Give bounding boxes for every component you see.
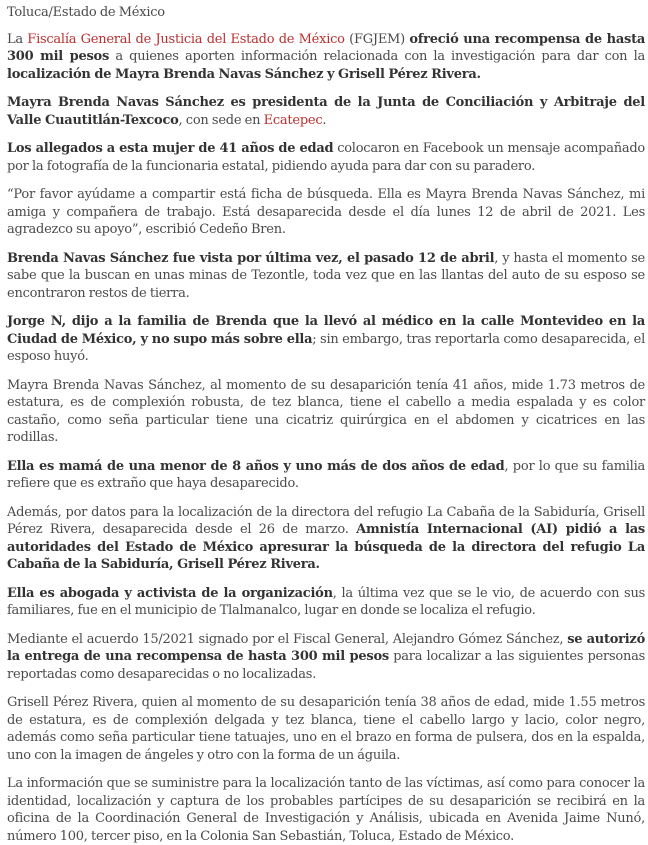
ecatepec-link[interactable]: Ecatepec	[263, 112, 323, 128]
paragraph-2	[7, 94, 645, 129]
bold-text: Brenda Navas Sánchez fue vista por última vez, el pasado 12 de abril	[7, 250, 495, 266]
paragraph-9	[7, 504, 645, 574]
text-span: , y hasta el momento se sabe que la buscan en unas minas de Tezontle, toda vez que en las llantas del auto de su esposo se encontraron restos de tierra.	[7, 250, 645, 301]
text-span: Además, por datos para la localización de la directora del refugio La Cabaña de la Sabiduría, Grisell Pérez Rivera, desaparecida desde el 26 de marzo.	[7, 504, 645, 537]
bold-text: se autorizó la entrega de una recompensa de hasta 300 mil pesos	[7, 631, 645, 664]
text-span: para localizar a las siguientes personas reportadas como desaparecidas o no localizadas.	[7, 649, 645, 682]
paragraph-10	[7, 585, 645, 620]
text-span: colocaron en Facebook un mensaje acompañado por la fotografía de la funcionaria estatal, pidiendo ayuda para dar con su paradero.	[7, 141, 645, 174]
paragraph-4-quote: “Por favor ayúdame a compartir está ficha de búsqueda. Ella es Mayra Brenda Navas Sánchez, mi amiga y compañera de trabajo. Está desaparecida desde el día lunes 12 de abril de 2021. Les agradezco su apoyo”, escribió Cedeño Bren.	[7, 187, 645, 237]
text-span: Mediante el acuerdo 15/2021 signado por el Fiscal General, Alejandro Gómez Sánchez,	[7, 631, 568, 647]
bold-text: Mayra Brenda Navas Sánchez es presidenta de la Junta de Conciliación y Arbitraje del Valle Cuautitlán-Texcoco	[7, 95, 645, 128]
bold-text: Jorge N, dijo a la familia de Brenda que la llevó al médico en la calle Montevideo en la Ciudad de México, y no supo más sobre ella	[7, 314, 645, 347]
text-span: , con sede en	[178, 112, 264, 128]
paragraph-7: Mayra Brenda Navas Sánchez, al momento de su desaparición tenía 41 años, mide 1.73 metros de estatura, es de complexión robusta, de tez blanca, tiene el cabello a media espalada y es color castaño, como seña particular tiene una cicatriz quirúrgica en el abdomen y cicatrices en las rodillas.	[7, 377, 645, 445]
bold-text: Ella es mamá de una menor de 8 años y uno más de dos años de edad	[7, 458, 505, 474]
paragraph-1	[7, 31, 645, 84]
paragraph-12: Grisell Pérez Rivera, quien al momento de su desaparición tenía 38 años de edad, mide 1.55 metros de estatura, es de complexión delgada y tez blanca, tiene el cabello largo y lacio, color negro, además como seña particular tiene tatuajes, uno en el brazo en forma de pulsera, dos en la espalda, uno con la imagen de ángeles y otro con la forma de un águila.	[7, 695, 645, 763]
text-span: ; sin embargo, tras reportarla como desaparecida, el esposo huyó.	[7, 331, 645, 364]
paragraph-8	[7, 458, 645, 493]
fgjem-link[interactable]: Fiscalía General de Justicia del Estado de México	[27, 31, 345, 47]
bold-text: ofreció una recompensa de hasta 300 mil pesos	[7, 31, 646, 64]
text-span: .	[322, 112, 327, 128]
bold-text: localización de Mayra Brenda Navas Sánchez y Grisell Pérez Rivera.	[7, 66, 481, 82]
text-span: , por lo que su familia refiere que es extraño que haya desaparecido.	[7, 458, 645, 491]
dateline: Toluca/Estado de México	[7, 5, 165, 20]
text-span: (FGJEM)	[344, 31, 410, 47]
text-span: La	[7, 31, 28, 47]
paragraph-6	[7, 313, 645, 366]
text-span: , la última vez que se le vio, de acuerdo con sus familiares, fue en el municipio de Tlalmanalco, lugar en donde se localiza el refugio.	[7, 585, 645, 618]
bold-text: Amnistía Internacional (AI) pidió a las autoridades del Estado de México apresurar la búsqueda de la directora del refugio La Cabaña de la Sabiduría, Grisell Pérez Rivera.	[7, 522, 646, 572]
paragraph-11	[7, 631, 645, 684]
bold-text: Los allegados a esta mujer de 41 años de edad	[7, 141, 334, 156]
paragraph-13: La información que se suministre para la localización tanto de las víctimas, así como para conocer la identidad, localización y captura de los probables partícipes de su desaparición se recibirá en la oficina de la Coordinación General de Investigación y Análisis, ubicada en Avenida Jaime Nunó, número 100, tercer piso, en la Colonia San Sebastián, Toluca, Estado de México.	[7, 776, 645, 844]
text-span: a quienes aporten información relacionada con la investigación para dar con la	[109, 49, 645, 64]
bold-text: Ella es abogada y activista de la organización	[7, 585, 333, 601]
paragraph-3	[7, 140, 645, 175]
paragraph-5	[7, 250, 645, 303]
